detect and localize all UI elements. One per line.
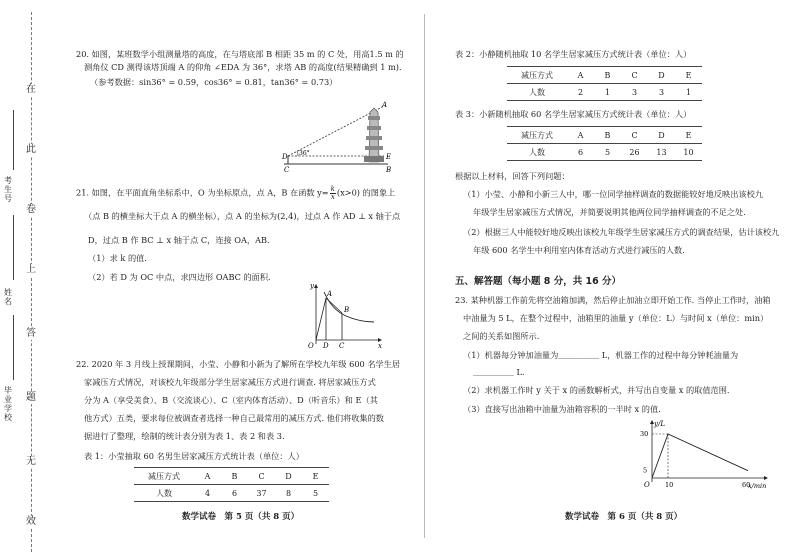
q21-text-a: 21. 如图，在平面直角坐标系中，O 为坐标原点，点 A，B 在函数 y= (76, 187, 329, 198)
q23-line: 中油量为 5 L，在整个过程中，油箱里的油量 y（单位：L）与时间 x（单位：min） (463, 313, 769, 323)
table-cell: 人数 (134, 485, 194, 502)
q23-origin: O (644, 481, 650, 489)
q23-part3: （3）直接写出油箱中油量为油箱容积的一半时 x 的值. (463, 404, 661, 414)
q21-label-O: O (308, 342, 314, 350)
q20-label-E: E (386, 153, 392, 161)
q20-line: 测角仪 CD 测得该塔顶端 A 的仰角 ∠EDA 为 36°，求塔 AB 的高度(结果精确到 1 m)． (84, 62, 408, 72)
q22-line: 家减压方式情况，对该校九年级部分学生居家减压方式进行调查. 将居家减压方式 (84, 377, 376, 387)
q21-function-figure (302, 282, 384, 350)
school-field[interactable] (13, 315, 14, 380)
q20-label-C: C (284, 166, 290, 174)
table-cell: E (302, 468, 329, 485)
table-cell: 26 (621, 144, 648, 161)
table1 (134, 467, 329, 502)
table-cell: 2 (567, 84, 594, 101)
table1-caption: 表 1：小莹抽取 60 名男生居家减压方式统计表（单位：人） (84, 451, 304, 461)
exam-no-field[interactable] (13, 110, 14, 170)
table-cell: E (675, 127, 702, 144)
table-cell: 3 (648, 84, 675, 101)
q21-line: D，过点 B 作 BC ⊥ x 轴于点 C，连接 OA，AB． (88, 235, 276, 245)
table-cell: 10 (675, 144, 702, 161)
q20-label-A: A (382, 101, 388, 109)
q22-line: 22. 2020 年 3 月线上授课期间，小莹、小静和小新为了解所在学校九年级 600 名学生居 (76, 359, 401, 369)
table-cell: D (275, 468, 302, 485)
table-cell: C (621, 127, 648, 144)
table-cell: B (594, 67, 621, 84)
q23-y-tick-30: 30 (640, 430, 649, 438)
q20-label-D: D (282, 153, 288, 161)
table-cell: 减压方式 (134, 468, 194, 485)
q23-part1-cont: ＿＿＿＿＿ L. (473, 367, 525, 377)
q22-line: 据进行了整理，绘制的统计表分别为表 1、表 2 和表 3. (84, 431, 285, 441)
page-footer-right: 数学试卷 第 6 页（共 8 页） (565, 512, 683, 522)
q21-line: （点 B 的横坐标大于点 A 的横坐标），点 A 的坐标为(2,4)，过点 A 作 AD ⊥ x 轴于点 (84, 211, 401, 221)
q23-part1: （1）机器每分钟加油量为＿＿＿＿＿ L，机器工作的过程中每分钟耗油量为 (463, 350, 739, 360)
table2-head-row (507, 67, 702, 84)
binding-char: 此 (26, 144, 36, 155)
page-footer-left: 数学试卷 第 5 页（共 8 页） (182, 512, 300, 522)
q23-x-tick-60: 60 (742, 481, 751, 489)
q21-text-b: (x>0) 的图象上 (336, 187, 396, 198)
q20-label-B: B (386, 166, 392, 174)
table-cell: 1 (675, 84, 702, 101)
binding-char: 答 (26, 328, 36, 339)
table-cell: A (567, 127, 594, 144)
q21-fraction (330, 186, 336, 201)
q21-label-C: C (339, 342, 345, 350)
table3 (507, 126, 702, 161)
table-cell: 3 (621, 84, 648, 101)
table2-caption: 表 2：小静随机抽取 10 名学生居家减压方式统计表（单位：人） (455, 49, 692, 59)
table-cell: B (221, 468, 248, 485)
q21-part2: （2）若 D 为 OC 中点，求四边形 OABC 的面积． (88, 272, 277, 282)
q23-x-label: x/min (748, 482, 767, 490)
q21-label-y: y (310, 282, 314, 290)
table-cell: 人数 (507, 84, 567, 101)
table-cell: C (621, 67, 648, 84)
table3-head-row (507, 127, 702, 144)
q21-label-A: A (327, 290, 333, 298)
q22-line: 他方式）五类，要求每位被调查者选择一种自己最常用的减压方式. 他们将收集的数 (84, 413, 384, 423)
q22-cont-line: （2）根据三人中能较好地反映出该校九年级学生居家减压方式的调查结果，估计该校九 (463, 227, 780, 237)
section-5-heading: 五、解答题（每小题 8 分，共 16 分） (455, 276, 622, 287)
right-column (455, 0, 780, 560)
table-cell: E (675, 67, 702, 84)
binding-strip (0, 0, 60, 560)
q22-cont-line: （1）小莹、小静和小新三人中，哪一位同学抽样调查的数据能较好地反映出该校九 (463, 189, 763, 199)
table2-data-row (507, 84, 702, 101)
name-label: 姓名 (4, 288, 12, 306)
exam-no-label: 考生号 (4, 176, 12, 203)
table-cell: B (594, 127, 621, 144)
q22-line: 分为 A（享受美食）、B（交流谈心）、C（室内体育活动）、D（听音乐）和 E（其 (84, 395, 378, 405)
table2 (507, 66, 702, 101)
table-cell: 减压方式 (507, 67, 567, 84)
table-cell: A (567, 67, 594, 84)
table1-data-row (134, 485, 329, 502)
q21-frac-den: x (330, 193, 335, 201)
table1-head-row (134, 468, 329, 485)
binding-char: 在 (26, 84, 36, 95)
q23-line: 23. 某种机器工作前先将空油箱加满，然后停止加油立即开始工作. 当停止工作时，油箱 (455, 295, 771, 305)
table-cell: 减压方式 (507, 127, 567, 144)
table-cell: C (248, 468, 275, 485)
q23-x-tick-10: 10 (665, 481, 674, 489)
q23-y-tick-5: 5 (643, 466, 648, 475)
table-cell: 5 (594, 144, 621, 161)
table-cell: 37 (248, 485, 275, 502)
table-cell: 人数 (507, 144, 567, 161)
q22-cont-line: 年级学生居家减压方式情况，并简要说明其他两位同学抽样调查的不足之处. (473, 207, 746, 217)
q22-cont-line: 年级 600 名学生中利用室内体育活动方式进行减压的人数. (473, 245, 685, 255)
q21-frac-num: k (330, 185, 335, 193)
table-cell: 5 (302, 485, 329, 502)
table-cell: 1 (594, 84, 621, 101)
q21-line (76, 186, 395, 201)
binding-char: 卷 (26, 204, 36, 215)
q20-tower-figure (284, 100, 394, 176)
table-cell: 4 (194, 485, 221, 502)
table-cell: A (194, 468, 221, 485)
q21-label-B: B (344, 306, 350, 314)
binding-char: 上 (26, 264, 36, 275)
left-column (76, 0, 408, 560)
q20-line: 20. 如图，某班数学小组测量塔的高度，在与塔底部 B 相距 35 m 的 C 处，用高1.5 m 的 (76, 49, 404, 59)
q23-y-label: y/L (654, 420, 665, 428)
table3-data-row (507, 144, 702, 161)
table-cell: 6 (567, 144, 594, 161)
q23-part2: （2）求机器工作时 y 关于 x 的函数解析式，并写出自变量 x 的取值范围. (463, 385, 730, 395)
q21-label-x: x (378, 342, 382, 350)
q20-reference: （参考数据：sin36° = 0.59，cos36° = 0.81，tan36° = 0.73） (90, 77, 338, 87)
binding-char: 无 (26, 456, 36, 467)
column-divider (424, 14, 425, 538)
table-cell: 6 (221, 485, 248, 502)
q21-label-D: D (323, 342, 329, 350)
q23-graph-line (652, 434, 748, 478)
q20-angle-label: 36° (299, 150, 310, 157)
table-cell: 8 (275, 485, 302, 502)
name-field[interactable] (13, 215, 14, 280)
table-cell: D (648, 127, 675, 144)
table3-caption: 表 3：小新随机抽取 60 名学生居家减压方式统计表（单位：人） (455, 109, 692, 119)
q21-part1: （1）求 k 的值． (88, 253, 153, 263)
q23-line: 之间的关系如图所示. (463, 331, 540, 341)
table-cell: 13 (648, 144, 675, 161)
binding-char: 题 (26, 392, 36, 403)
q22-cont-line: 根据以上材料，回答下列问题： (455, 171, 570, 181)
q23-oil-graph (638, 420, 772, 492)
table-cell: D (648, 67, 675, 84)
binding-char: 效 (26, 516, 36, 527)
school-label: 毕业学校 (4, 386, 12, 422)
